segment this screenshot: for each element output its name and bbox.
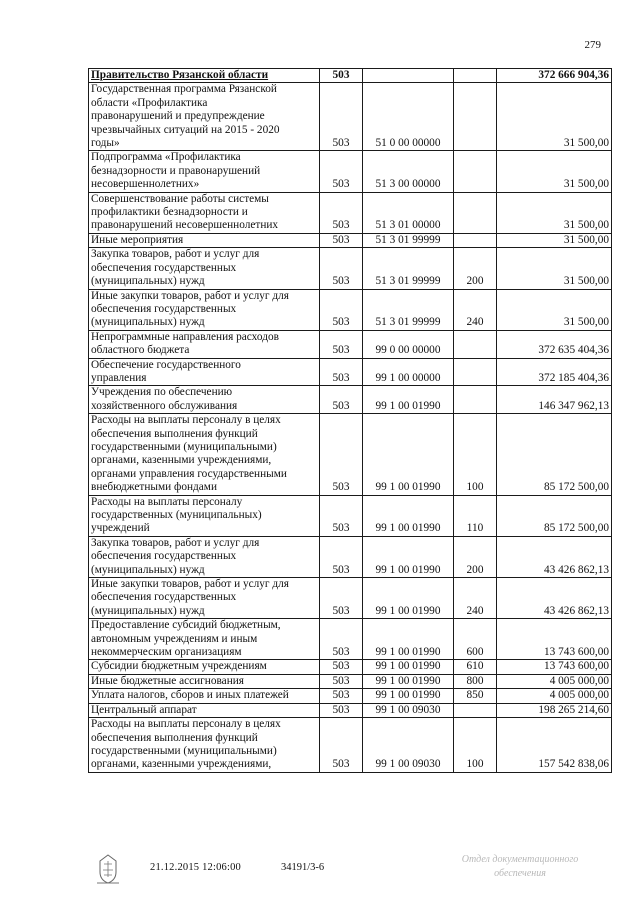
section-cell: 503 [320, 330, 363, 358]
department-stamp [440, 853, 600, 881]
section-cell: 503 [320, 151, 363, 192]
section-cell: 503 [320, 703, 363, 717]
target-code-cell: 99 1 00 01990 [363, 689, 454, 703]
item-name-line: внебюджетными фондами [91, 481, 217, 494]
target-code-cell: 99 1 00 01990 [363, 619, 454, 660]
item-name-line: управления [91, 371, 147, 384]
item-name-line: безнадзорности и правонарушений [91, 164, 261, 177]
expense-type-cell [454, 233, 497, 247]
coat-of-arms-logo [91, 852, 125, 886]
item-name-line: Непрограммные направления расходов [91, 330, 279, 343]
sum-cell: 372 635 404,36 [497, 330, 612, 358]
expense-type-cell [454, 83, 497, 151]
sum-cell: 31 500,00 [497, 83, 612, 151]
item-name-line: обеспечения государственных [91, 591, 237, 604]
item-name-line: обеспечения выполнения функций [91, 427, 258, 440]
target-code-cell: 99 0 00 00000 [363, 330, 454, 358]
footer-datetime: 21.12.2015 12:06:00 [150, 862, 242, 873]
table-row [89, 83, 612, 151]
sum-cell: 157 542 838,06 [497, 718, 612, 773]
page-number: 279 [584, 39, 601, 51]
section-cell: 503 [320, 578, 363, 619]
section-cell: 503 [320, 386, 363, 414]
expense-type-cell [454, 151, 497, 192]
item-name-cell [89, 703, 320, 717]
item-name-cell [89, 151, 320, 192]
item-name-line: области «Профилактика [91, 96, 208, 109]
item-name-line: органами управления государственными [91, 467, 287, 480]
section-cell: 503 [320, 689, 363, 703]
table-row [89, 233, 612, 247]
sum-cell: 13 743 600,00 [497, 619, 612, 660]
item-name-cell [89, 674, 320, 688]
item-name-line: обеспечения выполнения функций [91, 731, 258, 744]
item-name-cell [89, 289, 320, 330]
item-name-line: автономным учреждениям и иным [91, 632, 258, 645]
table-row [89, 578, 612, 619]
item-name-line: государственными (муниципальными) [91, 440, 277, 453]
item-name-line: Обеспечение государственного [91, 358, 241, 371]
section-cell: 503 [320, 414, 363, 495]
target-code-cell: 99 1 00 00000 [363, 358, 454, 386]
section-cell: 503 [320, 233, 363, 247]
target-code-cell: 99 1 00 01990 [363, 674, 454, 688]
table-row [89, 414, 612, 495]
target-code-cell: 51 3 01 99999 [363, 233, 454, 247]
item-name-line: обеспечения государственных [91, 550, 237, 563]
expense-type-cell: 240 [454, 578, 497, 619]
table-row [89, 192, 612, 233]
sum-cell: 43 426 862,13 [497, 578, 612, 619]
budget-table [88, 68, 612, 773]
item-name-line: Иные мероприятия [91, 233, 184, 246]
footer-doc-number: 34191/3-6 [281, 862, 325, 873]
item-name-line: Закупка товаров, работ и услуг для [91, 248, 260, 261]
expense-type-cell [454, 69, 497, 83]
section-cell: 503 [320, 192, 363, 233]
sum-cell: 85 172 500,00 [497, 495, 612, 536]
item-name-cell [89, 619, 320, 660]
sum-cell: 4 005 000,00 [497, 689, 612, 703]
item-name-cell [89, 660, 320, 674]
sum-cell: 4 005 000,00 [497, 674, 612, 688]
table-row [89, 619, 612, 660]
item-name-line: Предоставление субсидий бюджетным, [91, 619, 281, 632]
sum-cell: 85 172 500,00 [497, 414, 612, 495]
table-row [89, 386, 612, 414]
table-row [89, 248, 612, 289]
expense-type-cell: 850 [454, 689, 497, 703]
section-cell: 503 [320, 248, 363, 289]
item-name-cell [89, 233, 320, 247]
item-name-line: Расходы на выплаты персоналу в целях [91, 718, 281, 731]
stamp-line-2: обеспечения [494, 868, 546, 879]
item-name-line: чрезвычайных ситуаций на 2015 - 2020 [91, 123, 280, 136]
expense-type-cell: 200 [454, 248, 497, 289]
expense-type-cell: 610 [454, 660, 497, 674]
table-header-row [89, 69, 612, 83]
item-name-line: обеспечения государственных [91, 261, 237, 274]
target-code-cell: 51 3 00 00000 [363, 151, 454, 192]
expense-type-cell: 600 [454, 619, 497, 660]
item-name-line: Иные закупки товаров, работ и услуг для [91, 578, 289, 591]
item-name-line: (муниципальных) нужд [91, 604, 205, 617]
item-name-line: Учреждения по обеспечению [91, 386, 233, 399]
item-name-line: профилактики безнадзорности и [91, 206, 248, 219]
item-name-cell [89, 83, 320, 151]
item-name-line: правонарушений несовершеннолетних [91, 219, 279, 232]
expense-type-cell [454, 703, 497, 717]
item-name-line: учреждений [91, 522, 150, 535]
expense-type-cell [454, 192, 497, 233]
org-name-cell: Правительство Рязанской области [89, 69, 320, 83]
item-name-line: (муниципальных) нужд [91, 275, 205, 288]
target-code-cell: 99 1 00 01990 [363, 495, 454, 536]
sum-cell: 31 500,00 [497, 248, 612, 289]
item-name-cell [89, 689, 320, 703]
expense-type-cell: 110 [454, 495, 497, 536]
sum-cell: 31 500,00 [497, 192, 612, 233]
item-name-line: органами, казенными учреждениями, [91, 758, 272, 771]
item-name-cell [89, 192, 320, 233]
item-name-cell [89, 578, 320, 619]
table-row [89, 330, 612, 358]
sum-cell: 43 426 862,13 [497, 536, 612, 577]
target-code-cell [363, 69, 454, 83]
section-cell: 503 [320, 674, 363, 688]
item-name-line: Государственная программа Рязанской [91, 83, 277, 96]
table-row [89, 718, 612, 773]
section-cell: 503 [320, 289, 363, 330]
item-name-line: обеспечения государственных [91, 302, 237, 315]
target-code-cell: 51 3 01 00000 [363, 192, 454, 233]
target-code-cell: 99 1 00 01990 [363, 414, 454, 495]
table-row [89, 674, 612, 688]
item-name-line: Расходы на выплаты персоналу [91, 495, 243, 508]
table-row [89, 358, 612, 386]
table-row [89, 703, 612, 717]
sum-cell: 13 743 600,00 [497, 660, 612, 674]
item-name-line: областного бюджета [91, 344, 190, 357]
stamp-line-1: Отдел документационного [461, 854, 579, 865]
section-cell: 503 [320, 69, 363, 83]
target-code-cell: 99 1 00 09030 [363, 703, 454, 717]
item-name-cell [89, 536, 320, 577]
target-code-cell: 99 1 00 01990 [363, 660, 454, 674]
item-name-line: (муниципальных) нужд [91, 563, 205, 576]
expense-type-cell [454, 358, 497, 386]
target-code-cell: 51 0 00 00000 [363, 83, 454, 151]
budget-table-body [89, 69, 612, 773]
item-name-line: годы» [91, 137, 120, 150]
section-cell: 503 [320, 495, 363, 536]
expense-type-cell: 100 [454, 718, 497, 773]
target-code-cell: 99 1 00 01990 [363, 578, 454, 619]
section-cell: 503 [320, 536, 363, 577]
target-code-cell: 99 1 00 09030 [363, 718, 454, 773]
sum-cell: 31 500,00 [497, 151, 612, 192]
item-name-line: Подпрограмма «Профилактика [91, 151, 241, 164]
item-name-line: Иные закупки товаров, работ и услуг для [91, 289, 289, 302]
item-name-line: Расходы на выплаты персоналу в целях [91, 414, 281, 427]
table-row [89, 151, 612, 192]
item-name-line: правонарушений и предупреждение [91, 110, 265, 123]
target-code-cell: 51 3 01 99999 [363, 289, 454, 330]
item-name-cell [89, 330, 320, 358]
item-name-line: Закупка товаров, работ и услуг для [91, 536, 260, 549]
table-row [89, 536, 612, 577]
target-code-cell: 51 3 01 99999 [363, 248, 454, 289]
item-name-cell [89, 248, 320, 289]
item-name-cell [89, 386, 320, 414]
section-cell: 503 [320, 83, 363, 151]
expense-type-cell [454, 330, 497, 358]
item-name-line: Иные бюджетные ассигнования [91, 674, 244, 687]
item-name-line: Совершенствование работы системы [91, 192, 269, 205]
item-name-line: (муниципальных) нужд [91, 316, 205, 329]
item-name-line: несовершеннолетних» [91, 178, 200, 191]
sum-cell: 372 666 904,36 [497, 69, 612, 83]
section-cell: 503 [320, 718, 363, 773]
item-name-line: Субсидии бюджетным учреждениям [91, 660, 267, 673]
target-code-cell: 99 1 00 01990 [363, 386, 454, 414]
expense-type-cell: 100 [454, 414, 497, 495]
item-name-line: Центральный аппарат [91, 703, 197, 716]
item-name-line: хозяйственного обслуживания [91, 399, 238, 412]
table-row [89, 660, 612, 674]
expense-type-cell: 240 [454, 289, 497, 330]
expense-type-cell [454, 386, 497, 414]
sum-cell: 31 500,00 [497, 233, 612, 247]
sum-cell: 198 265 214,60 [497, 703, 612, 717]
item-name-line: Уплата налогов, сборов и иных платежей [91, 689, 289, 702]
item-name-line: государственными (муниципальными) [91, 744, 277, 757]
item-name-cell [89, 358, 320, 386]
sum-cell: 146 347 962,13 [497, 386, 612, 414]
section-cell: 503 [320, 660, 363, 674]
sum-cell: 31 500,00 [497, 289, 612, 330]
item-name-cell [89, 414, 320, 495]
table-row [89, 289, 612, 330]
item-name-line: органами, казенными учреждениями, [91, 454, 272, 467]
item-name-cell [89, 495, 320, 536]
section-cell: 503 [320, 358, 363, 386]
item-name-cell [89, 718, 320, 773]
item-name-line: государственных (муниципальных) [91, 509, 262, 521]
expense-type-cell: 800 [454, 674, 497, 688]
sum-cell: 372 185 404,36 [497, 358, 612, 386]
table-row [89, 495, 612, 536]
expense-type-cell: 200 [454, 536, 497, 577]
target-code-cell: 99 1 00 01990 [363, 536, 454, 577]
item-name-line: некоммерческим организациям [91, 646, 242, 659]
section-cell: 503 [320, 619, 363, 660]
table-row [89, 689, 612, 703]
